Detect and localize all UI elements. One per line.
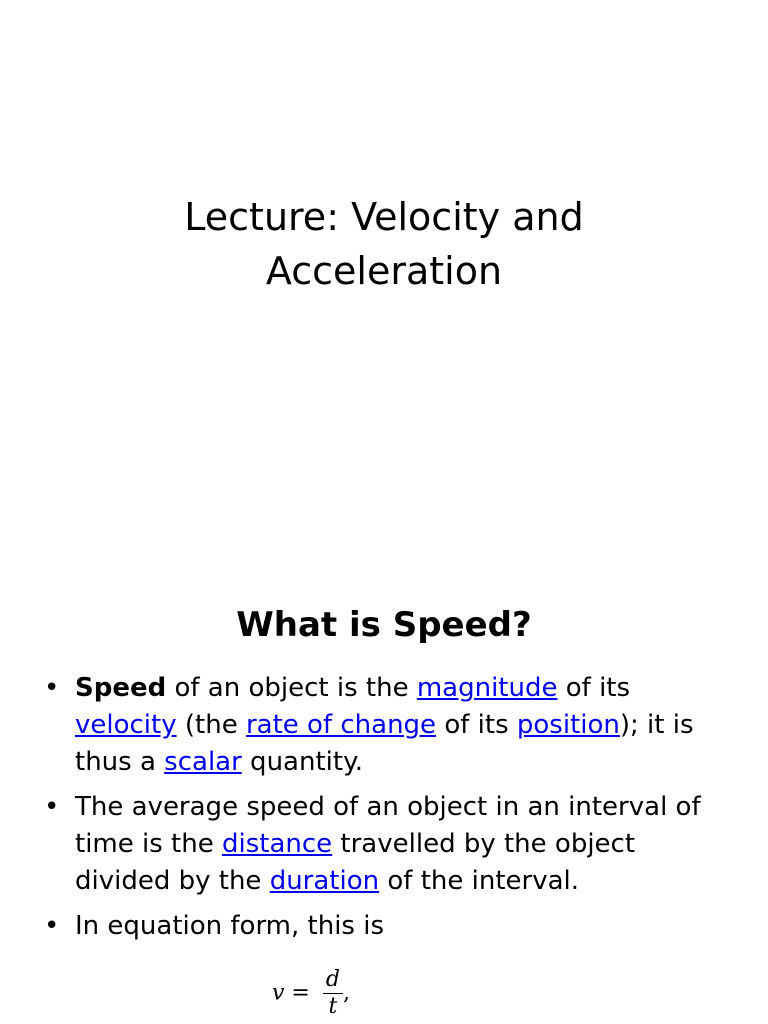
speed-formula xyxy=(272,967,350,1020)
text-span: of an object is the xyxy=(166,673,417,703)
bullet-icon: • xyxy=(44,792,60,822)
text-span: of the interval. xyxy=(379,866,580,896)
text-span: In equation form, this is xyxy=(75,911,385,941)
text-span: travelled by the object divided by the xyxy=(75,829,636,896)
speed-slide xyxy=(0,512,768,1024)
text-span: (the xyxy=(176,710,246,740)
link-position[interactable]: position xyxy=(516,710,620,740)
link-magnitude[interactable]: magnitude xyxy=(416,673,558,703)
formula-tail: , xyxy=(342,980,350,1006)
link-duration[interactable]: duration xyxy=(269,866,380,896)
link-rate-of-change[interactable]: rate of change xyxy=(245,710,437,740)
link-scalar[interactable]: scalar xyxy=(164,747,242,777)
bullet-icon: • xyxy=(44,911,60,941)
bullet-item-equation-form xyxy=(44,908,724,945)
lecture-title-line-1: Lecture: Velocity and xyxy=(184,195,584,239)
formula-denominator: t xyxy=(328,994,338,1019)
bullet-list xyxy=(44,670,724,953)
formula-lhs: v xyxy=(272,980,285,1006)
term-speed: Speed xyxy=(75,673,167,703)
link-velocity[interactable]: velocity xyxy=(75,710,177,740)
bullet-icon: • xyxy=(44,673,60,703)
slide-heading: What is Speed? xyxy=(236,605,532,645)
formula-equals: = xyxy=(284,980,317,1006)
lecture-title xyxy=(0,190,768,298)
text-span: of its xyxy=(436,710,517,740)
formula-fraction xyxy=(323,967,343,1020)
link-distance[interactable]: distance xyxy=(221,829,333,859)
lecture-title-line-2: Acceleration xyxy=(265,249,503,293)
formula-numerator: d xyxy=(323,967,343,994)
bullet-item-average-speed xyxy=(44,789,724,900)
bullet-item-speed-definition xyxy=(44,670,724,781)
text-span: of its xyxy=(557,673,631,703)
text-span: quantity. xyxy=(241,747,364,777)
text-span: The average speed of an object in an interval of time is the xyxy=(75,792,701,859)
text-span: ); it is thus a xyxy=(75,710,694,777)
